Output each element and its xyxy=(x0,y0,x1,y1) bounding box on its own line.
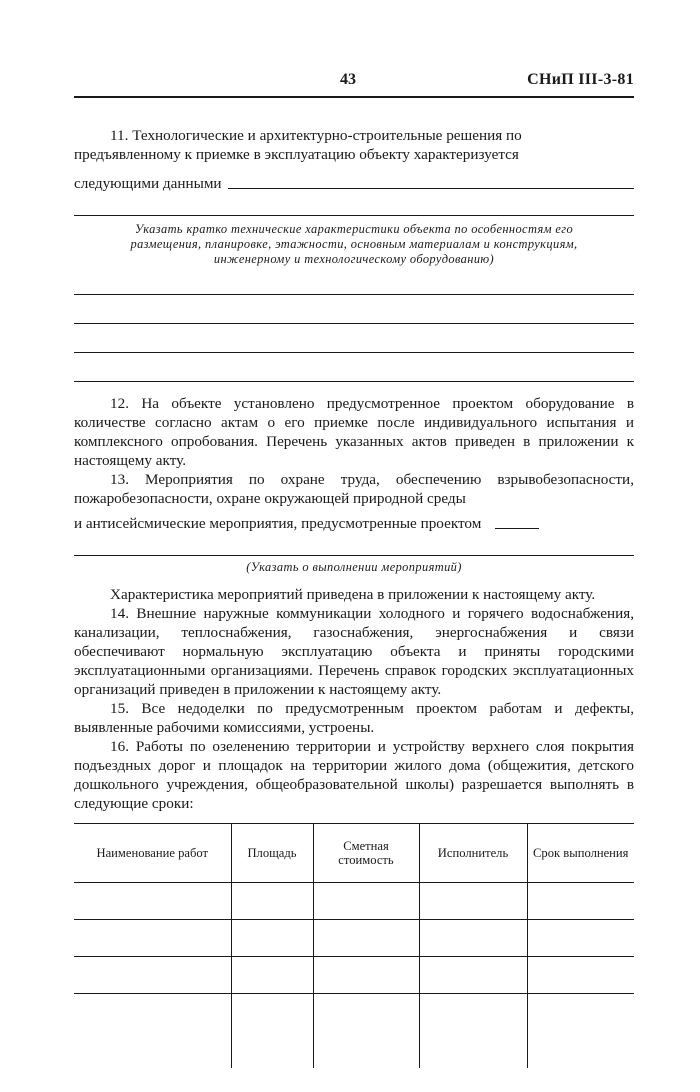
table-row xyxy=(74,883,634,920)
section-11-line-1: 11. Технологические и архитектурно-строительные решения по xyxy=(110,127,522,144)
table-cell xyxy=(231,957,313,994)
fill-blank xyxy=(495,528,539,529)
table-cell xyxy=(231,920,313,957)
section-14: 14. Внешние наружные коммуникации холодного и горячего водоснабжения, канализации, теплоснабжения, газоснабжения, энергоснабжения и связи обеспечивают нормальную эксплуатацию объекта и приняты городскими эксплуатационными организациями. Перечень справок городских эксплуатационных организаций приведен в приложении к настоящему акту. xyxy=(74,605,634,698)
hint-line: Указать кратко технические характеристики объекта по особенностям его xyxy=(134,222,574,236)
table-cell xyxy=(231,883,313,920)
blank-line xyxy=(74,352,634,353)
table-cell xyxy=(419,920,527,957)
table-cell xyxy=(527,994,634,1069)
section-11-hint xyxy=(74,222,634,267)
section-11 xyxy=(74,126,634,382)
table-cell xyxy=(74,920,231,957)
column-header-contractor: Исполнитель xyxy=(419,824,527,883)
column-header-work-name: Наименование работ xyxy=(74,824,231,883)
table-cell xyxy=(419,883,527,920)
table-cell xyxy=(74,957,231,994)
header-rule xyxy=(74,96,634,98)
table-cell xyxy=(527,957,634,994)
table-cell xyxy=(313,920,419,957)
blank-line xyxy=(74,215,634,216)
table-row xyxy=(74,994,634,1069)
table-header-row xyxy=(74,824,634,883)
section-12: 12. На объекте установлено предусмотренное проектом оборудование в количестве согласно актам о его приемке после индивидуального испытания и комплексного опробования. Перечень указанных актов приведен в приложении к настоящему акту. xyxy=(74,395,634,469)
table-cell xyxy=(527,883,634,920)
section-13-hint: (Указать о выполнении мероприятий) xyxy=(246,560,462,574)
section-16: 16. Работы по озеленению территории и устройству верхнего слоя покрытия подъездных дорог и площадок на территории жилого дома (общежития, детского дошкольного учреждения, общеобразовательной школы) разрешается выполнять в следующие сроки: xyxy=(74,738,634,812)
section-13-last-line: и антисейсмические мероприятия, предусмотренные проектом xyxy=(74,515,482,532)
section-11-line-2: предъявленному к приемке в эксплуатацию объекту характеризуется xyxy=(74,146,519,163)
table-cell xyxy=(419,957,527,994)
section-11-fill-line xyxy=(74,174,634,193)
document-code: СНиП III-3-81 xyxy=(527,71,634,88)
blank-line xyxy=(74,294,634,295)
paragraph-characteristics: Характеристика мероприятий приведена в приложении к настоящему акту. xyxy=(110,586,596,603)
column-header-deadline: Срок выполнения xyxy=(527,824,634,883)
hint-line: размещения, планировке, этажности, основным материалам и конструкциям, xyxy=(130,237,578,251)
section-15: 15. Все недоделки по предусмотренным проектом работам и дефекты, выявленные рабочими комиссиями, устроены. xyxy=(74,700,634,736)
blank-line xyxy=(74,323,634,324)
table-row xyxy=(74,957,634,994)
blank-line xyxy=(74,555,634,556)
page-header xyxy=(74,0,634,96)
works-table xyxy=(74,823,634,1068)
table-cell xyxy=(313,883,419,920)
table-cell xyxy=(231,994,313,1069)
column-header-area: Площадь xyxy=(231,824,313,883)
table-row xyxy=(74,920,634,957)
page-number: 43 xyxy=(340,71,356,88)
section-11-line-3: следующими данными xyxy=(74,175,222,192)
table-cell xyxy=(313,994,419,1069)
table-cell xyxy=(527,920,634,957)
section-13: 13. Мероприятия по охране труда, обеспечению взрывобезопасности, пожаробезопасности, охране окружающей природной среды xyxy=(74,471,634,507)
section-13-fill-line xyxy=(74,514,634,533)
table-cell xyxy=(313,957,419,994)
blank-line xyxy=(74,381,634,382)
column-header-estimated-cost: Сметная стоимость xyxy=(313,824,419,883)
table-cell xyxy=(74,883,231,920)
hint-line: инженерному и технологическому оборудованию) xyxy=(213,252,495,266)
table-cell xyxy=(419,994,527,1069)
table-cell xyxy=(74,994,231,1069)
fill-blank xyxy=(228,188,634,189)
